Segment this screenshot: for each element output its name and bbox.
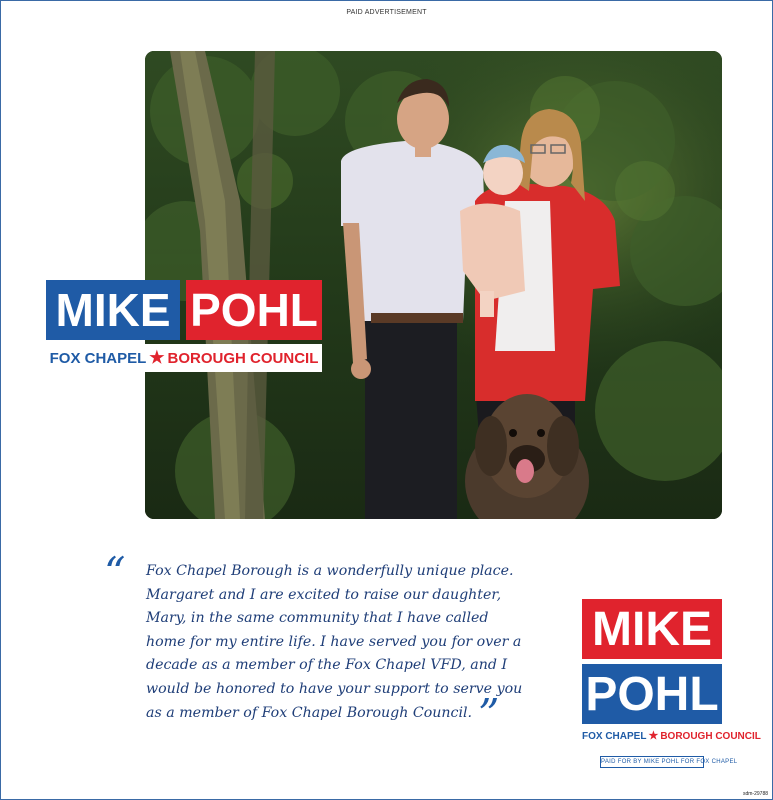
badge-subtitle xyxy=(46,344,322,372)
close-quote-mark: ” xyxy=(478,690,500,739)
quote-line: home for my entire life. I have served you for over a xyxy=(146,633,522,650)
logo-subtitle xyxy=(582,729,761,742)
open-quote-mark: “ xyxy=(104,548,126,597)
logo-sub-right: BOROUGH COUNCIL xyxy=(660,731,761,742)
name-badge xyxy=(46,280,322,372)
campaign-logo xyxy=(582,599,761,742)
star-icon: ★ xyxy=(648,730,659,742)
quote-line: decade as a member of the Fox Chapel VFD, and I xyxy=(146,657,508,674)
badge-sub-left: FOX CHAPEL xyxy=(49,350,147,367)
paid-for-disclaimer: PAID FOR BY MIKE POHL FOR FOX CHAPEL xyxy=(600,756,704,768)
badge-last-name: POHL xyxy=(186,280,322,340)
logo-sub-left: FOX CHAPEL xyxy=(582,731,647,742)
quote-line: would be honored to have your support to serve you xyxy=(146,680,523,697)
badge-sub-right: BOROUGH COUNCIL xyxy=(167,350,319,367)
quote-line: Margaret and I are excited to raise our daughter, xyxy=(146,586,502,603)
logo-last-name: POHL xyxy=(582,664,722,724)
paid-advertisement-label: PAID ADVERTISEMENT xyxy=(346,9,427,16)
ad-code: sdm-29788 xyxy=(742,791,768,797)
badge-first-name: MIKE xyxy=(46,280,180,340)
quote-line: Fox Chapel Borough is a wonderfully unique place. xyxy=(146,563,514,579)
quote-line: as a member of Fox Chapel Borough Council. xyxy=(146,704,473,721)
quote-line: Mary, in the same community that I have called xyxy=(146,610,489,627)
star-icon: ★ xyxy=(149,348,165,367)
logo-first-name: MIKE xyxy=(582,599,722,659)
